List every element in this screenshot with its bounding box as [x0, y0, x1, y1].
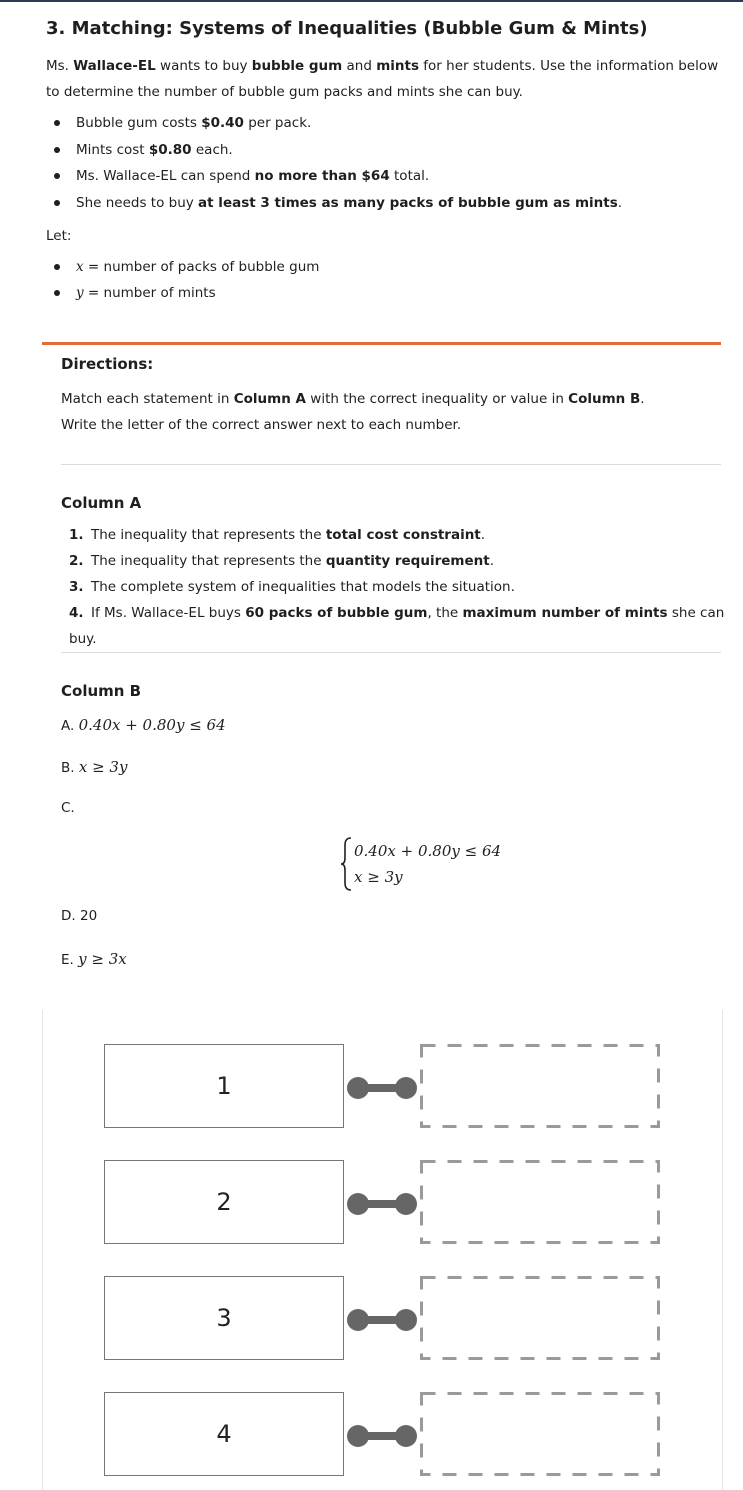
- option-a: A. 0.40x + 0.80y ≤ 64: [61, 716, 226, 734]
- option-b: B. x ≥ 3y: [61, 758, 128, 776]
- answer-drop-zone[interactable]: [420, 1392, 660, 1476]
- answer-drop-zone[interactable]: [420, 1276, 660, 1360]
- column-a-item: 4. If Ms. Wallace-EL buys 60 packs of bubble gum, the maximum number of mints she can buy.: [69, 605, 725, 647]
- fact-item: She needs to buy at least 3 times as many packs of bubble gum as mints.: [46, 190, 726, 217]
- intro-paragraph: Ms. Wallace-EL wants to buy bubble gum and mints for her students. Use the information below to determine the number of bubble gum packs and mints she can buy.: [46, 58, 719, 100]
- variable-item: x = number of packs of bubble gum: [46, 254, 319, 280]
- variable-item: y = number of mints: [46, 280, 319, 306]
- option-e: E. y ≥ 3x: [61, 950, 127, 968]
- system-line-2: x ≥ 3y: [354, 868, 403, 886]
- column-a-heading: Column A: [61, 494, 142, 512]
- column-a-list: [61, 522, 743, 647]
- brace-icon: [340, 836, 354, 892]
- match-item-2[interactable]: 2: [104, 1160, 344, 1244]
- connector-icon[interactable]: [346, 1424, 418, 1448]
- option-c-label: C.: [61, 800, 75, 816]
- connector-icon[interactable]: [346, 1076, 418, 1100]
- directions-heading: Directions:: [61, 355, 154, 373]
- connector-icon[interactable]: [346, 1308, 418, 1332]
- system-line-1: 0.40x + 0.80y ≤ 64: [354, 842, 502, 860]
- column-a-item: 1. The inequality that represents the total cost constraint.: [69, 527, 486, 543]
- variable-list: [46, 254, 319, 306]
- match-item-3[interactable]: 3: [104, 1276, 344, 1360]
- page-title: 3. Matching: Systems of Inequalities (Bubble Gum & Mints): [46, 18, 648, 39]
- let-label: Let:: [46, 228, 72, 244]
- fact-item: Bubble gum costs $0.40 per pack.: [46, 110, 726, 137]
- divider: [61, 652, 721, 653]
- column-b-heading: Column B: [61, 682, 142, 700]
- top-border: [0, 0, 743, 2]
- column-a-item: 3. The complete system of inequalities that models the situation.: [69, 579, 515, 595]
- directions-text: Match each statement in Column A with the correct inequality or value in Column B. Write the letter of the correct answer next to each number.: [61, 391, 645, 433]
- section-divider: [42, 342, 721, 345]
- answer-drop-zone[interactable]: [420, 1044, 660, 1128]
- divider: [61, 464, 721, 465]
- fact-item: Ms. Wallace-EL can spend no more than $64 total.: [46, 163, 726, 190]
- match-item-1[interactable]: 1: [104, 1044, 344, 1128]
- option-d: D. 20: [61, 908, 98, 924]
- connector-icon[interactable]: [346, 1192, 418, 1216]
- fact-item: Mints cost $0.80 each.: [46, 137, 726, 164]
- column-a-item: 2. The inequality that represents the quantity requirement.: [69, 553, 494, 569]
- match-item-4[interactable]: 4: [104, 1392, 344, 1476]
- facts-list: [46, 110, 726, 216]
- answer-drop-zone[interactable]: [420, 1160, 660, 1244]
